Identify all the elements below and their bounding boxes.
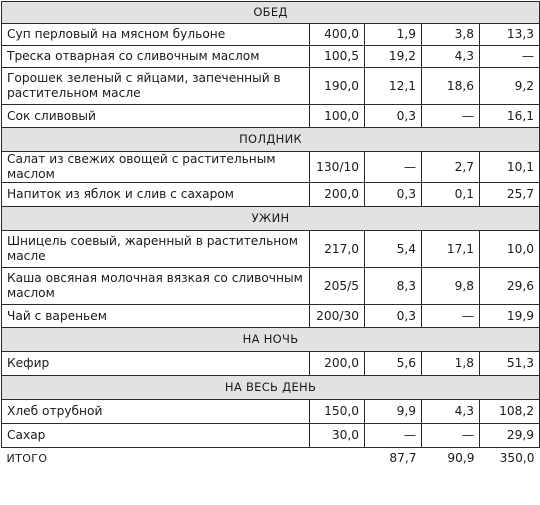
section-title: УЖИН [2,207,540,231]
protein-value: 0,3 [365,105,422,128]
carbs-value: 29,9 [480,424,540,448]
protein-value: 19,2 [365,46,422,68]
carbs-value: — [480,46,540,68]
dish-name: Кефир [2,352,310,376]
carbs-value: 51,3 [480,352,540,376]
total-carbs: 350,0 [480,448,540,470]
section-header-row [2,2,540,24]
dish-name: Горошек зеленый с яйцами, запеченный в растительном масле [2,68,310,105]
fat-value: — [422,105,480,128]
dish-name: Напиток из яблок и слив с сахаром [2,183,310,207]
mass-value: 190,0 [310,68,365,105]
section-title: ОБЕД [2,2,540,24]
table-row [2,105,540,128]
total-fat: 90,9 [422,448,480,470]
section-title: НА ВЕСЬ ДЕНЬ [2,376,540,400]
fat-value: 4,3 [422,400,480,424]
nutrition-table-body [2,2,540,470]
fat-value: 18,6 [422,68,480,105]
mass-value: 200,0 [310,183,365,207]
protein-value: 5,4 [365,231,422,268]
table-row [2,268,540,305]
dish-name: Сахар [2,424,310,448]
section-title: НА НОЧЬ [2,328,540,352]
dish-name: Шницель соевый, жаренный в растительном масле [2,231,310,268]
protein-value: 1,9 [365,24,422,46]
protein-value: — [365,424,422,448]
dish-name: Сок сливовый [2,105,310,128]
mass-value: 130/10 [310,152,365,183]
mass-value: 217,0 [310,231,365,268]
table-row [2,46,540,68]
dish-name: Чай с вареньем [2,305,310,328]
fat-value: 3,8 [422,24,480,46]
carbs-value: 16,1 [480,105,540,128]
total-mass [310,448,365,470]
protein-value: — [365,152,422,183]
dish-name: Треска отварная со сливочным маслом [2,46,310,68]
total-protein: 87,7 [365,448,422,470]
table-row [2,183,540,207]
table-row [2,24,540,46]
carbs-value: 25,7 [480,183,540,207]
mass-value: 200,0 [310,352,365,376]
protein-value: 5,6 [365,352,422,376]
total-row [2,448,540,470]
section-header-row [2,128,540,152]
fat-value: 4,3 [422,46,480,68]
mass-value: 100,0 [310,105,365,128]
carbs-value: 9,2 [480,68,540,105]
fat-value: 17,1 [422,231,480,268]
protein-value: 12,1 [365,68,422,105]
fat-value: 9,8 [422,268,480,305]
table-row [2,231,540,268]
protein-value: 8,3 [365,268,422,305]
carbs-value: 19,9 [480,305,540,328]
dish-name: Каша овсяная молочная вязкая со сливочным маслом [2,268,310,305]
fat-value: — [422,305,480,328]
fat-value: — [422,424,480,448]
carbs-value: 29,6 [480,268,540,305]
carbs-value: 108,2 [480,400,540,424]
fat-value: 1,8 [422,352,480,376]
table-row [2,400,540,424]
carbs-value: 10,1 [480,152,540,183]
mass-value: 205/5 [310,268,365,305]
table-row [2,424,540,448]
total-label: ИТОГО [2,448,310,470]
section-header-row [2,207,540,231]
protein-value: 0,3 [365,183,422,207]
mass-value: 150,0 [310,400,365,424]
nutrition-table [1,1,540,470]
table-row [2,152,540,183]
dish-name: Хлеб отрубной [2,400,310,424]
fat-value: 0,1 [422,183,480,207]
mass-value: 100,5 [310,46,365,68]
carbs-value: 10,0 [480,231,540,268]
section-header-row [2,328,540,352]
protein-value: 9,9 [365,400,422,424]
mass-value: 200/30 [310,305,365,328]
mass-value: 30,0 [310,424,365,448]
protein-value: 0,3 [365,305,422,328]
mass-value: 400,0 [310,24,365,46]
carbs-value: 13,3 [480,24,540,46]
table-row [2,305,540,328]
dish-name: Суп перловый на мясном бульоне [2,24,310,46]
section-title: ПОЛДНИК [2,128,540,152]
fat-value: 2,7 [422,152,480,183]
table-row [2,68,540,105]
dish-name: Салат из свежих овощей с растительным маслом [2,152,310,183]
section-header-row [2,376,540,400]
table-row [2,352,540,376]
